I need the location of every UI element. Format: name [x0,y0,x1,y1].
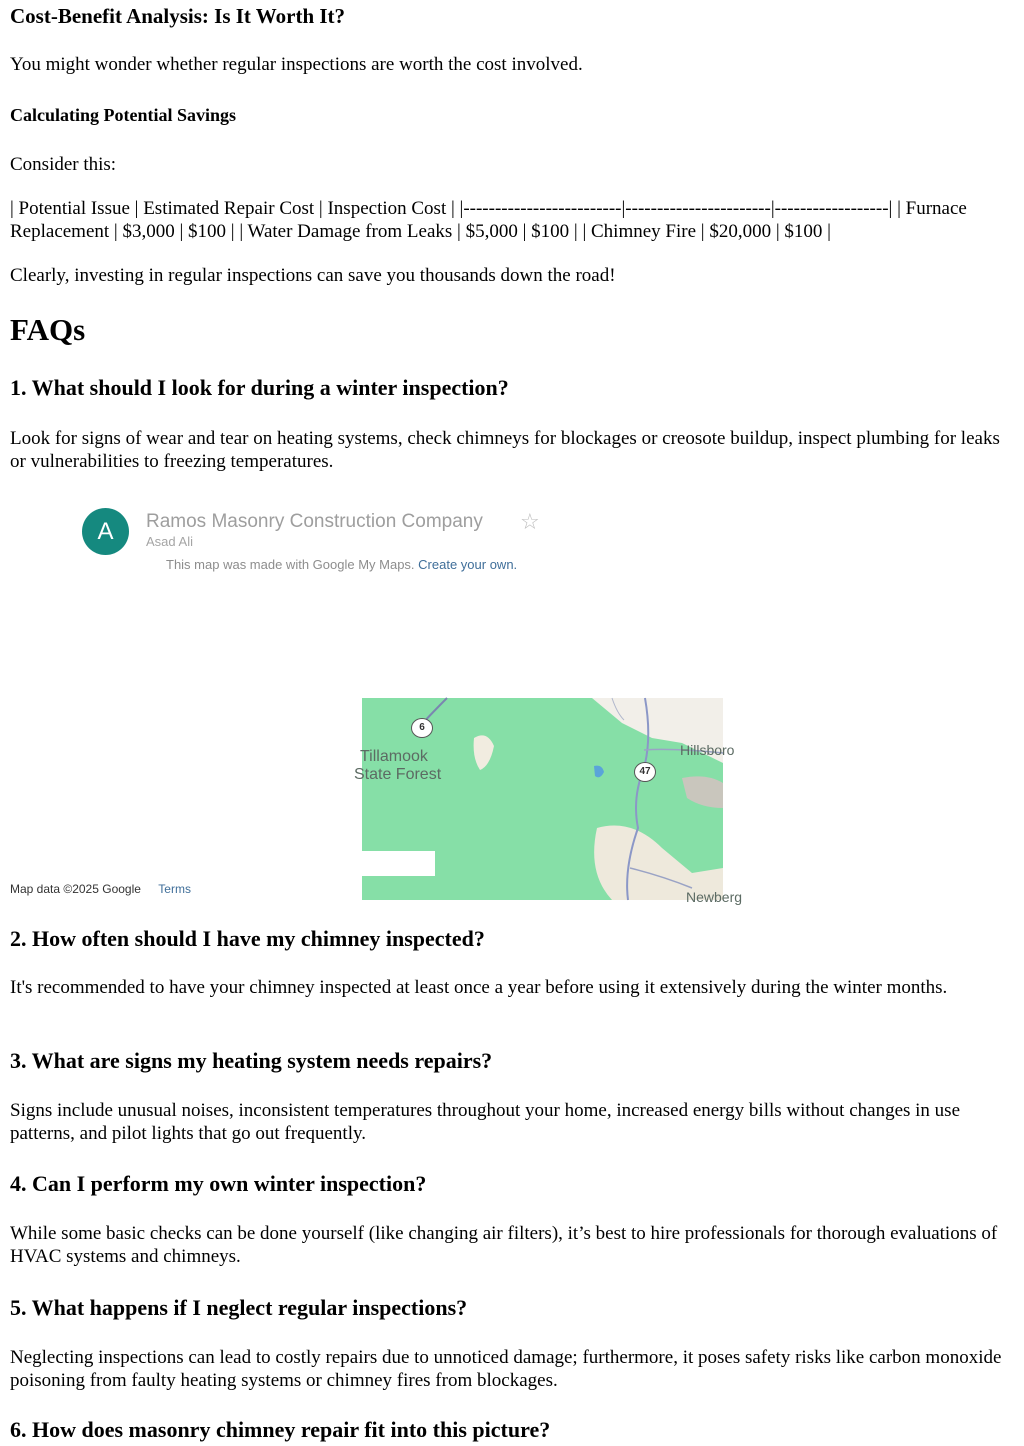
faqs-heading: FAQs [10,312,86,347]
map-note [166,557,517,572]
cost-benefit-conclusion: Clearly, investing in regular inspections can save you thousands down the road! [10,265,616,286]
faq-question-4: 4. Can I perform my own winter inspection? [10,1171,427,1196]
map-note-text: This map was made with Google My Maps. [166,557,415,572]
map-author: Asad Ali [146,534,193,549]
faq-question-6: 6. How does masonry chimney repair fit into this picture? [10,1417,551,1442]
create-your-own-link[interactable]: Create your own. [418,557,518,572]
faq-question-1: 1. What should I look for during a winter inspection? [10,375,509,400]
map-overlay-patch [362,851,435,876]
map-embed[interactable] [0,496,1014,905]
map-label-city: Hillsboro [680,742,735,758]
map-footer [10,882,191,896]
lake [594,766,604,778]
faq-question-5: 5. What happens if I neglect regular inspections? [10,1295,468,1320]
map-terms-link[interactable]: Terms [158,882,191,896]
map-label-city: Newberg [686,889,743,905]
faq-answer-5: Neglecting inspections can lead to costly repairs due to unnoticed damage; furthermore, it poses safety risks like carbon monoxide poisoning from faulty heating systems or chimney fires from blockages. [10,1347,1002,1391]
savings-table-text: | Potential Issue | Estimated Repair Cost | Inspection Cost | |-------------------------|-----------------------|------------------| | Furnace Replacement | $3,000 | $100 | | Water Damage from Leaks | $5,000 | $100 | | Chimney Fire | $20,000 | $100 | [10,198,967,242]
map-label-forest: Tillamook [360,748,428,765]
faq-question-3: 3. What are signs my heating system needs repairs? [10,1048,493,1073]
map-header [82,508,562,578]
faq-answer-4: While some basic checks can be done yourself (like changing air filters), it’s best to hire professionals for thorough evaluations of HVAC systems and chimneys. [10,1223,998,1267]
map-title[interactable]: Ramos Masonry Construction Company [146,511,483,532]
faq-answer-3: Signs include unusual noises, inconsistent temperatures throughout your home, increased energy bills without changes in use patterns, and pilot lights that go out frequently. [10,1100,960,1144]
star-icon[interactable]: ☆ [520,509,540,534]
section-title-cost-benefit: Cost-Benefit Analysis: Is It Worth It? [10,4,346,28]
map-canvas[interactable] [354,698,743,905]
cost-benefit-intro: You might wonder whether regular inspections are worth the cost involved. [10,54,583,75]
highway-shield-icon: 6 [411,718,433,738]
faq-answer-1: Look for signs of wear and tear on heating systems, check chimneys for blockages or creosote buildup, inspect plumbing for leaks or vulnerabilities to freezing temperatures. [10,428,1000,472]
urban-area [682,776,723,808]
highway-shield-icon: 47 [634,762,656,782]
subheading-savings: Calculating Potential Savings [10,105,237,125]
avatar[interactable]: A [82,508,129,555]
map-label-forest-2: State Forest [354,766,442,783]
map-data-attribution: Map data ©2025 Google [10,882,141,896]
consider-text: Consider this: [10,154,117,175]
faq-question-2: 2. How often should I have my chimney inspected? [10,926,485,951]
peak-area [474,735,494,770]
faq-answer-2: It's recommended to have your chimney inspected at least once a year before using it extensively during the winter months. [10,977,948,998]
